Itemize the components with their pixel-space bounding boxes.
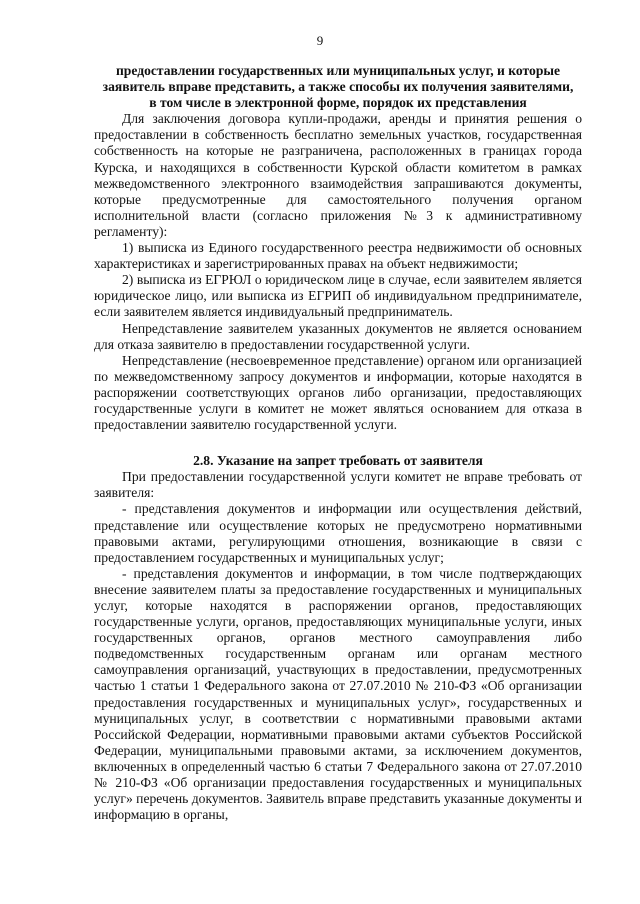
paragraph: Для заключения договора купли-продажи, аренды и принятия решения о предоставлении в собственность бесплатно земельных участков, государственная собственность на которые не разграничена, расположенных в границах города Курска, и находящихся в собственности Курской области комитетом в рамках межведомственного электронного взаимодействия запрашиваются документы, которые предусмотренные для самостоятельного получения органом исполнительной власти (согласно приложения №3 к административному регламенту): — [94, 111, 582, 239]
page-number: 9 — [316, 33, 324, 48]
paragraph: - представления документов и информации, в том числе подтверждающих внесение заявителем платы за предоставление государственных и муниципальных услуг, которые находятся в распоряжении органов, предоставляющих государственные услуги, органов, предоставляющих муниципальные услуги, иных государственных органов, органов местного самоуправления либо подведомственных государственным органам или органам местного самоуправления организаций, участвующих в предоставлении, предусмотренных частью 1 статьи 1 Федерального закона от 27.07.2010 № 210-ФЗ «Об организации предоставления государственных и муниципальных услуг», государственных и муниципальных услуг, в соответствии с нормативными правовыми актами Российской Федерации, нормативными правовыми актами субъектов Российской Федерации, муниципальными правовыми актами, за исключением документов, включенных в определенный частью 6 статьи 7 Федерального закона от 27.07.2010 № 210-ФЗ «Об организации предоставления государственных и муниципальных услуг» перечень документов. Заявитель вправе представить указанные документы и информацию в органы, — [94, 565, 582, 823]
paragraph: При предоставлении государственной услуги комитет не вправе требовать от заявителя: — [94, 469, 582, 501]
paragraph: 1) выписка из Единого государственного реестра недвижимости об основных характеристиках и зарегистрированных правах на объект недвижимости; — [94, 240, 582, 272]
section-heading-continued — [94, 63, 582, 111]
heading-line: предоставлении государственных или муниципальных услуг, и которые — [115, 63, 561, 78]
section-heading-2-8: 2.8. Указание на запрет требовать от заявителя — [193, 453, 483, 469]
paragraph: 2) выписка из ЕГРЮЛ о юридическом лице в случае, если заявителем является юридическое лицо, или выписка из ЕГРИП об индивидуальном предпринимателе, если заявителем является индивидуальный предприниматель. — [94, 272, 582, 320]
paragraph: Непредставление (несвоевременное представление) органом или организацией по межведомственному запросу документов и информации, которые находятся в распоряжении соответствующих органов либо организации, предоставляющих государственные услуги в комитет не может являться основанием для отказа в предоставлении заявителю государственной услуги. — [94, 352, 582, 433]
paragraph: - представления документов и информации или осуществления действий, представление или осуществление которых не предусмотрено нормативными правовыми актами, регулирующими отношения, возникающие в связи с предоставлением государственных и муниципальных услуг; — [94, 501, 582, 565]
page-content — [94, 63, 582, 823]
heading-line: в том числе в электронной форме, порядок их представления — [149, 95, 527, 111]
paragraph: Непредставление заявителем указанных документов не является основанием для отказа заявителю в предоставлении государственной услуги. — [94, 320, 582, 352]
heading-line: заявитель вправе представить, а также способы их получения заявителями, — [102, 79, 574, 95]
